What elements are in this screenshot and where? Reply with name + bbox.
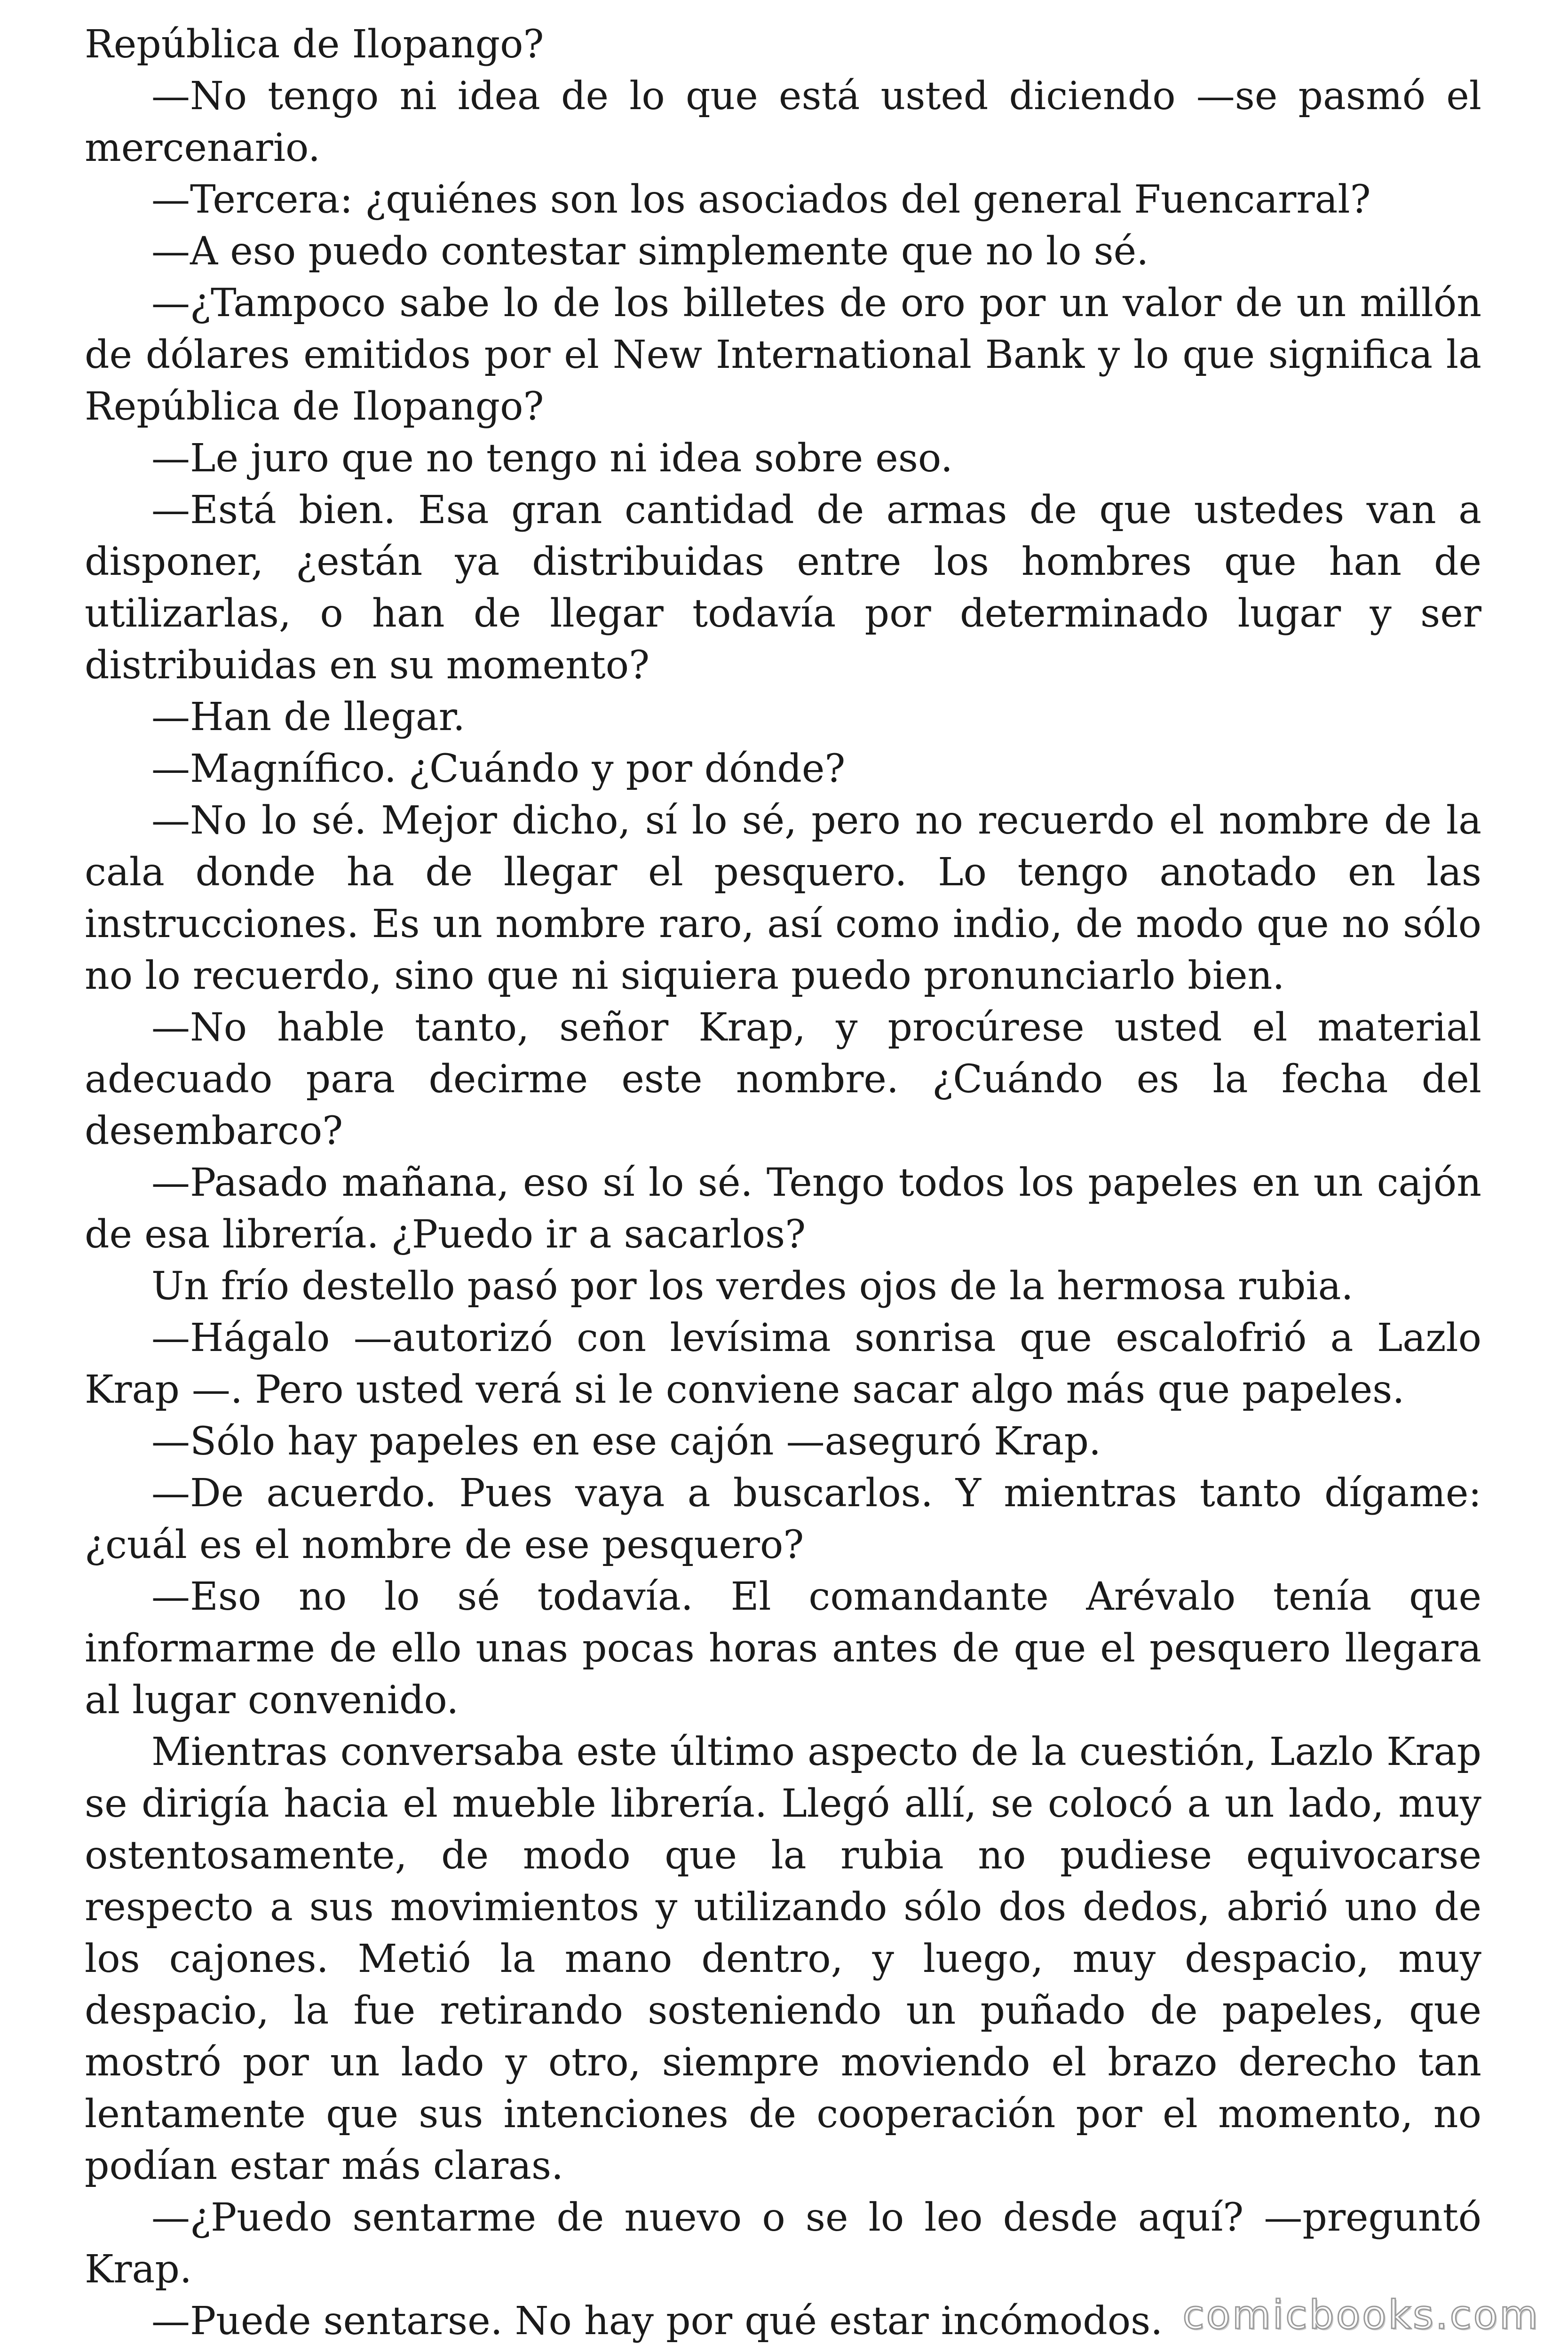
paragraph-continuation: República de Ilopango? <box>85 22 544 67</box>
paragraph: —No lo sé. Mejor dicho, sí lo sé, pero no recuerdo el nombre de la cala donde ha de llegar el pesquero. Lo tengo anotado en las instrucciones. Es un nombre raro, así como indio, de modo que no sólo no lo recuerdo, sino que ni siquiera puedo pronunciarlo bien. <box>85 798 1481 998</box>
paragraph: —Eso no lo sé todavía. El comandante Arévalo tenía que informarme de ello unas pocas horas antes de que el pesquero llegara al lugar convenido. <box>85 1574 1481 1723</box>
paragraph: —Está bien. Esa gran cantidad de armas de que ustedes van a disponer, ¿están ya distribuidas entre los hombres que han de utilizarlas, o han de llegar todavía por determinado lugar y ser distribuidas en su momento? <box>85 488 1481 688</box>
paragraph: —No tengo ni idea de lo que está usted diciendo —se pasmó el mercenario. <box>85 74 1481 170</box>
paragraph: —De acuerdo. Pues vaya a buscarlos. Y mientras tanto dígame: ¿cuál es el nombre de ese pesquero? <box>85 1471 1481 1567</box>
paragraph: —¿Puedo sentarme de nuevo o se lo leo desde aquí? —preguntó Krap. <box>85 2195 1481 2292</box>
paragraph: —Han de llegar. <box>151 695 465 739</box>
watermark-logo: comicbooks.com <box>1182 2292 1540 2338</box>
paragraph: Un frío destello pasó por los verdes ojos de la hermosa rubia. <box>151 1264 1354 1309</box>
paragraph: —A eso puedo contestar simplemente que no lo sé. <box>151 229 1149 274</box>
book-page <box>85 19 1481 2347</box>
paragraph: —Hágalo —autorizó con levísima sonrisa que escalofrió a Lazlo Krap —. Pero usted verá si le conviene sacar algo más que papeles. <box>85 1316 1481 1412</box>
paragraph: —Magnífico. ¿Cuándo y por dónde? <box>151 747 846 791</box>
paragraph: —Pasado mañana, eso sí lo sé. Tengo todos los papeles en un cajón de esa librería. ¿Puedo ir a sacarlos? <box>85 1160 1481 1257</box>
paragraph: Mientras conversaba este último aspecto de la cuestión, Lazlo Krap se dirigía hacia el mueble librería. Llegó allí, se colocó a un lado, muy ostentosamente, de modo que la rubia no pudiese equivocarse respecto a sus movimientos y utilizando sólo dos dedos, abrió uno de los cajones. Metió la mano dentro, y luego, muy despacio, muy despacio, la fue retirando sosteniendo un puñado de papeles, que mostró por un lado y otro, siempre moviendo el brazo derecho tan lentamente que sus intenciones de cooperación por el momento, no podían estar más claras. <box>85 1730 1481 2188</box>
paragraph: —Le juro que no tengo ni idea sobre eso. <box>151 436 953 481</box>
paragraph: —No hable tanto, señor Krap, y procúrese usted el material adecuado para decirme este nombre. ¿Cuándo es la fecha del desembarco? <box>85 1005 1481 1153</box>
paragraph: —Puede sentarse. No hay por qué estar incómodos. <box>151 2299 1163 2344</box>
paragraph: —¿Tampoco sabe lo de los billetes de oro por un valor de un millón de dólares emitidos por el New International Bank y lo que significa la República de Ilopango? <box>85 281 1481 429</box>
paragraph: —Sólo hay papeles en ese cajón —aseguró Krap. <box>151 1419 1101 1464</box>
paragraph: —Tercera: ¿quiénes son los asociados del general Fuencarral? <box>151 177 1371 222</box>
